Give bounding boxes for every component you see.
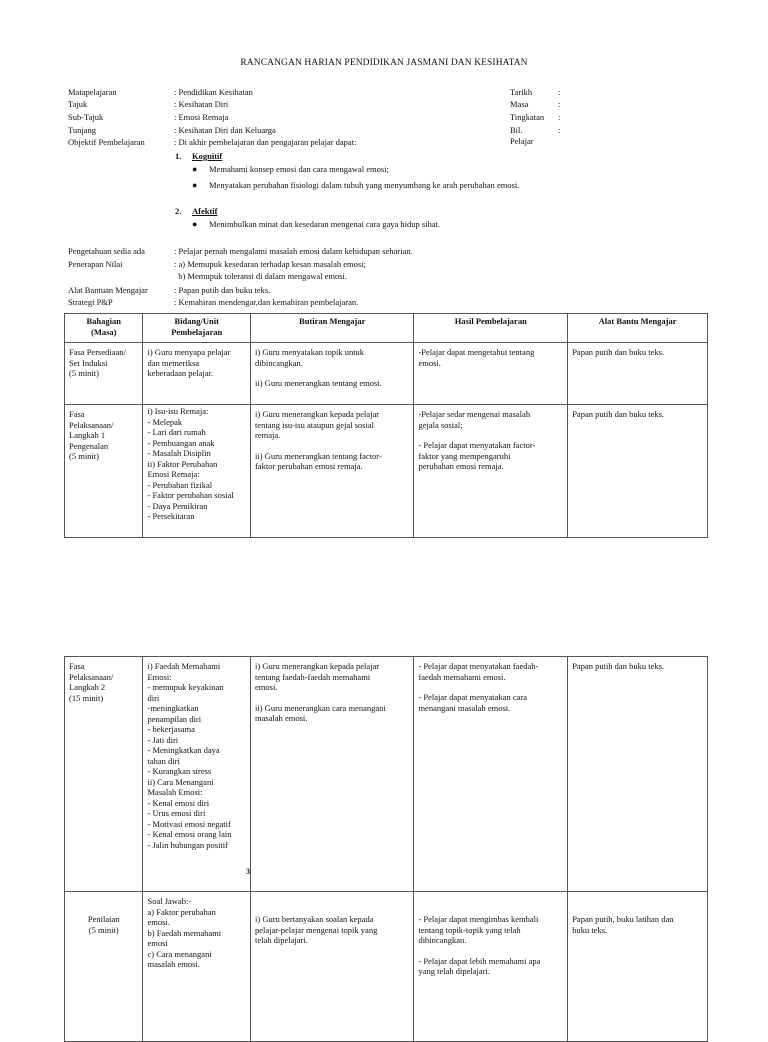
cell-line: -Pelajar dapat mengetahui tentang [418, 347, 535, 357]
cell-line [255, 441, 409, 451]
cell-line: b) Faedah memahami [147, 927, 222, 938]
cell-line: - bekerjasama [147, 724, 195, 734]
cell-bahagian [65, 892, 143, 1042]
cell-line: gejala sosial; [418, 419, 463, 430]
cell-line: emosi [147, 938, 168, 948]
info-value: : a) Memupuk kesedaran terhadap kesan masalah emosi; [174, 259, 366, 269]
cell-butiran [251, 405, 414, 538]
document-title: RANCANGAN HARIAN PENDIDIKAN JASMANI DAN KESIHATAN [240, 58, 528, 68]
bullet-icon: ● [192, 219, 198, 229]
cell-line: i) Guru menyapa pelajar [147, 347, 231, 357]
header-label: Masa [510, 99, 529, 109]
cell-line: - Meningkatkan daya [147, 745, 220, 755]
cell-line: Set Induksi [69, 357, 108, 368]
bullet-icon: ● [192, 164, 198, 174]
cell-line: -meningkatkan [147, 703, 199, 713]
header-value: : [558, 112, 561, 122]
cell-line: Langkah 2 [69, 682, 106, 692]
cell-line: yang telah dipelajari. [418, 966, 490, 976]
cell-line: penampilan diri [147, 713, 202, 724]
cell-line: ii) Guru menerangkan tentang factor- [255, 450, 382, 461]
objective-title: Kognitif [192, 151, 223, 161]
cell-line: tahan diri [147, 755, 180, 766]
cell-hasil [414, 343, 568, 405]
cell-line: perubahan emosi remaja. [418, 461, 504, 471]
info-value: : Kemahiran mendengar,dan kemahiran pembelajaran. [174, 297, 359, 307]
table-row [65, 657, 708, 892]
cell-line: (5 minit) [69, 451, 99, 461]
header-label: Bil. Pelajar [510, 125, 534, 146]
cell-line: Papan putih dan buku teks. [572, 661, 665, 671]
cell-line: emosi. [147, 917, 170, 927]
cell-line: a) Faktor perubahan [147, 906, 216, 917]
cell-bidang [143, 343, 251, 405]
cell-line: Pelaksanaan/ [69, 671, 114, 682]
cell-line: Papan putih, buku latihan dan [572, 914, 674, 924]
cell-alat [568, 892, 708, 1042]
cell-line: Fasa [69, 409, 85, 419]
cell-bahagian [65, 343, 143, 405]
cell-line: - Pelajar dapat menyatakan factor- [418, 440, 536, 450]
header-value: : Di akhir pembelajaran dan pengajaran pelajar dapat: [174, 137, 357, 147]
header-value: : Pendidikan Kesihatan [174, 87, 253, 97]
cell-line: c) Cara menangani [147, 948, 212, 959]
cell-butiran [251, 892, 414, 1042]
cell-line: - Pelajar dapat menyatakan cara [418, 692, 527, 702]
header-label: Tunjang [68, 125, 97, 135]
cell-line: - Pelajar dapat lebih memahami apa [418, 955, 541, 966]
cell-line: i) Guru menerangkan kepada pelajar [255, 409, 380, 419]
cell-line [255, 693, 409, 703]
info-value: b) Memupuk toleransi di dalam mengawal emosi. [174, 271, 348, 281]
cell-line: - Motivasi emosi negatif [147, 818, 231, 829]
cell-line: Masalah Emosi: [147, 787, 203, 797]
cell-line [255, 368, 409, 378]
cell-alat [568, 343, 708, 405]
column-header-alat: Alat Bantu Mengajar [568, 314, 708, 343]
cell-line: diri [147, 692, 160, 703]
cell-line: Emosi Remaja: [147, 469, 200, 479]
table-row [65, 343, 708, 405]
cell-line: faedah memahami emosi. [418, 671, 506, 682]
cell-line: tentang isu-isu ataupun gejal sosial [255, 419, 374, 430]
cell-line: - Lari dari rumah [147, 427, 206, 437]
header-value: : [558, 87, 561, 97]
cell-line: Langkah 1 [69, 430, 106, 440]
cell-line: - Persekitaran [147, 511, 195, 521]
cell-line: i) Guru menerangkan kepada pelajar [255, 661, 380, 671]
column-header-bahagian: Bahagian (Masa) [65, 314, 143, 343]
objective-number: 2. [175, 206, 182, 216]
cell-line: (15 minit) [69, 692, 104, 703]
cell-bidang [143, 892, 251, 1042]
header-label: Objektif Pembelajaran [68, 137, 145, 147]
objective-number: 1. [175, 151, 182, 161]
cell-line [418, 946, 563, 956]
cell-line: - Melepak [147, 416, 183, 427]
cell-line: Papan putih dan buku teks. [572, 409, 665, 419]
cell-bidang [143, 405, 251, 538]
cell-line: i) Isu-isu Remaja: [147, 406, 209, 416]
cell-line: i) Guru menyatakan topik untuk [255, 347, 365, 357]
info-value: : Pelajar pernah mengalami masalah emosi dalam kehidupan seharian. [174, 246, 413, 256]
cell-line: Fasa Persediaan/ [69, 347, 126, 357]
header-value: : Emosi Remaja [174, 112, 229, 122]
cell-line: ii) Cara Menangani [147, 776, 214, 787]
cell-line: Papan putih dan buku teks. [572, 347, 665, 357]
cell-line: emosi. [418, 357, 441, 368]
cell-line: - Kenal emosi diri [147, 797, 210, 808]
cell-line: Pengenalan [69, 440, 109, 451]
cell-line: pelajar-pelajar mengenai topik yang [255, 924, 378, 935]
cell-line: - Kurangkan stress [147, 766, 212, 776]
table-row [65, 405, 708, 538]
lesson-table-2 [64, 656, 708, 1042]
cell-line: - Jalin hubungan positif [147, 839, 228, 850]
table-header-row [65, 314, 708, 343]
header-value: : [558, 125, 561, 135]
header-label: Matapelajaran [68, 87, 117, 97]
cell-line: (5 minit) [69, 368, 99, 378]
cell-line: dibincangkan. [255, 357, 303, 368]
header-value: : Kesihatan Diri [174, 99, 229, 109]
table-row [65, 892, 708, 1042]
cell-bidang-content [147, 661, 246, 850]
cell-line: - Perubahan fizikal [147, 479, 213, 490]
cell-line: -Pelajar sedar mengenai masalah [418, 409, 531, 419]
cell-line: faktor perubahan emosi remaja. [255, 461, 363, 471]
cell-line: masalah emosi. [147, 959, 200, 969]
cell-line: tentang topik-topik yang telah [418, 924, 521, 935]
cell-bahagian [65, 657, 143, 892]
cell-line: i) Faedah Memahami [147, 661, 221, 671]
lesson-table-1 [64, 313, 708, 538]
cell-line [418, 430, 563, 440]
cell-line: - Jati diri [147, 734, 179, 745]
cell-line: tentang faedah-faedah memahami [255, 671, 371, 682]
cell-line: - Daya Pemikiran [147, 500, 208, 511]
cell-line: - Urus emosi diri [147, 808, 206, 818]
cell-line: Penilaian [87, 914, 120, 924]
column-header-hasil: Hasil Pembelajaran [414, 314, 568, 343]
header-label: Sub-Tajuk [68, 112, 104, 122]
cell-alat [568, 657, 708, 892]
cell-line: ii) Guru menerangkan tentang emosi. [255, 378, 382, 388]
cell-line: - Kenal emosi orang lain [147, 829, 232, 839]
cell-line: Emosi: [147, 671, 172, 682]
cell-butiran [251, 657, 414, 892]
cell-line: (5 minit) [88, 924, 119, 935]
cell-line: faktor yang mempengaruhi [418, 450, 511, 461]
cell-bidang [143, 657, 251, 892]
cell-line: emosi. [255, 682, 278, 692]
cell-line: ii) Guru menerangkan cara menangani [255, 702, 386, 713]
cell-line: telah dipelajari. [255, 935, 308, 945]
page-number: 3 [246, 866, 250, 876]
header-value: : Kesihatan Diri dan Keluarga [174, 125, 276, 135]
info-label: Alat Bantuan Mengajar [68, 285, 148, 295]
bullet-icon: ● [192, 180, 198, 190]
cell-line: - Pembuangan anak [147, 437, 215, 448]
cell-alat [568, 405, 708, 538]
cell-line: - Faktor perubahan sosial [147, 490, 234, 500]
cell-line: - Pelajar dapat menyatakan faedah- [418, 661, 539, 671]
cell-line: menangani masalah emosi. [418, 702, 511, 713]
cell-line: - Masalah Disiplin [147, 448, 211, 458]
cell-hasil [414, 405, 568, 538]
cell-line: remaja. [255, 430, 281, 440]
cell-hasil [414, 657, 568, 892]
cell-bahagian [65, 405, 143, 538]
cell-line: buku teks. [572, 924, 608, 935]
header-value: : [558, 99, 561, 109]
cell-line: Pelaksanaan/ [69, 419, 114, 430]
info-value: : Papan putih dan buku teks. [174, 285, 271, 295]
cell-line: Soal Jawab:- [147, 896, 192, 906]
cell-line [418, 682, 563, 692]
header-label: Tajuk [68, 99, 88, 109]
cell-line: i) Guru bertanyakan soalan kepada [255, 914, 374, 924]
header-label: Tingkatan [510, 112, 545, 122]
cell-line: Fasa [69, 661, 85, 671]
info-label: Strategi P&P [68, 297, 113, 307]
cell-line: - memupuk keyakinan [147, 682, 224, 692]
cell-line: dibincangkan. [418, 935, 467, 945]
column-header-butiran: Butiran Mengajar [251, 314, 414, 343]
objective-title: Afektif [192, 206, 218, 216]
info-label: Penerapan Nilai [68, 259, 123, 269]
cell-hasil [414, 892, 568, 1042]
cell-line: masalah emosi. [255, 713, 308, 723]
column-header-bidang: Bidang/Unit Pembelajaran [143, 314, 251, 343]
cell-line: keberadaan pelajar. [147, 368, 214, 378]
cell-butiran [251, 343, 414, 405]
info-label: Pengetahuan sedia ada [68, 246, 145, 256]
cell-line: - Pelajar dapat mengimbas kembali [418, 914, 539, 924]
cell-line: ii) Faktor Perubahan [147, 458, 218, 469]
header-label: Tarikh [510, 87, 533, 97]
cell-line: dan memeriksa [147, 357, 200, 368]
